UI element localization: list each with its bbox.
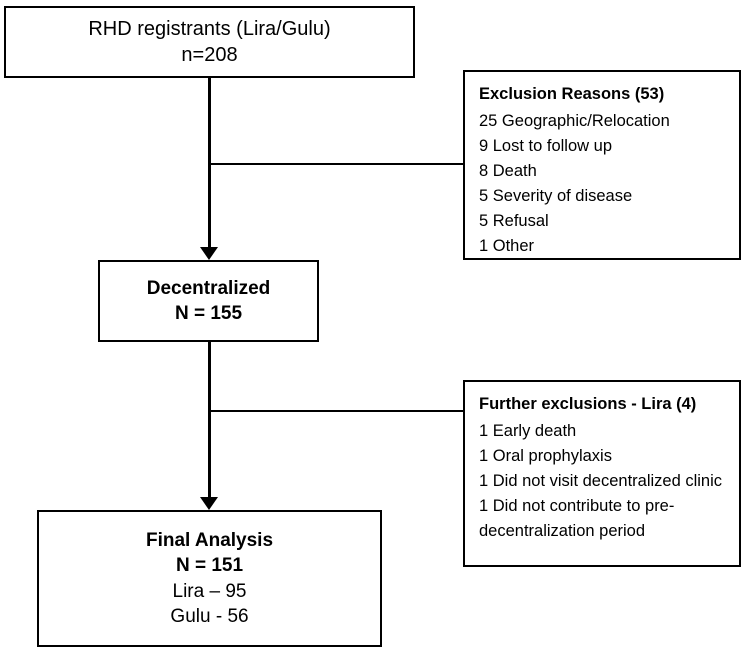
connector-exclusions-branch (208, 163, 463, 165)
node-rhd-registrants-line2: n=208 (181, 44, 238, 66)
node-final-analysis-line2: N = 151 (175, 555, 244, 577)
node-decentralized-line1: Decentralized (146, 277, 271, 299)
arrowhead-decentralized (200, 247, 218, 260)
panel-further-exclusions (463, 380, 741, 567)
node-final-analysis-line4: Gulu - 56 (170, 605, 249, 627)
panel-further-exclusions-item-2: 1 Oral prophylaxis (479, 446, 612, 465)
arrowhead-final-analysis (200, 497, 218, 510)
panel-further-exclusions-item-1: 1 Early death (479, 421, 577, 440)
node-rhd-registrants (4, 6, 415, 78)
node-rhd-registrants-line1: RHD registrants (Lira/Gulu) (88, 17, 331, 40)
panel-further-exclusions-header: Further exclusions - Lira (4) (479, 395, 697, 413)
panel-further-exclusions-item-4: 1 Did not contribute to pre-decentralization period (479, 496, 675, 541)
node-final-analysis-line1: Final Analysis (145, 530, 274, 552)
node-final-analysis-line3: Lira – 95 (172, 580, 247, 602)
panel-exclusion-reasons-item-2: 9 Lost to follow up (479, 136, 612, 155)
panel-exclusion-reasons-header: Exclusion Reasons (53) (479, 85, 665, 103)
panel-exclusion-reasons-item-3: 8 Death (479, 161, 537, 180)
panel-exclusion-reasons-item-6: 1 Other (479, 237, 535, 256)
connector-further-exclusions-branch (208, 410, 463, 412)
panel-further-exclusions-item-3: 1 Did not visit decentralized clinic (479, 471, 723, 490)
node-decentralized (98, 260, 319, 342)
panel-exclusion-reasons (463, 70, 741, 260)
panel-exclusion-reasons-item-5: 5 Refusal (479, 212, 549, 231)
connector-decentralized-to-final (208, 342, 211, 499)
panel-exclusion-reasons-item-1: 25 Geographic/Relocation (479, 111, 670, 130)
node-final-analysis (37, 510, 382, 647)
node-decentralized-line2: N = 155 (174, 303, 243, 324)
panel-exclusion-reasons-item-4: 5 Severity of disease (479, 186, 633, 205)
